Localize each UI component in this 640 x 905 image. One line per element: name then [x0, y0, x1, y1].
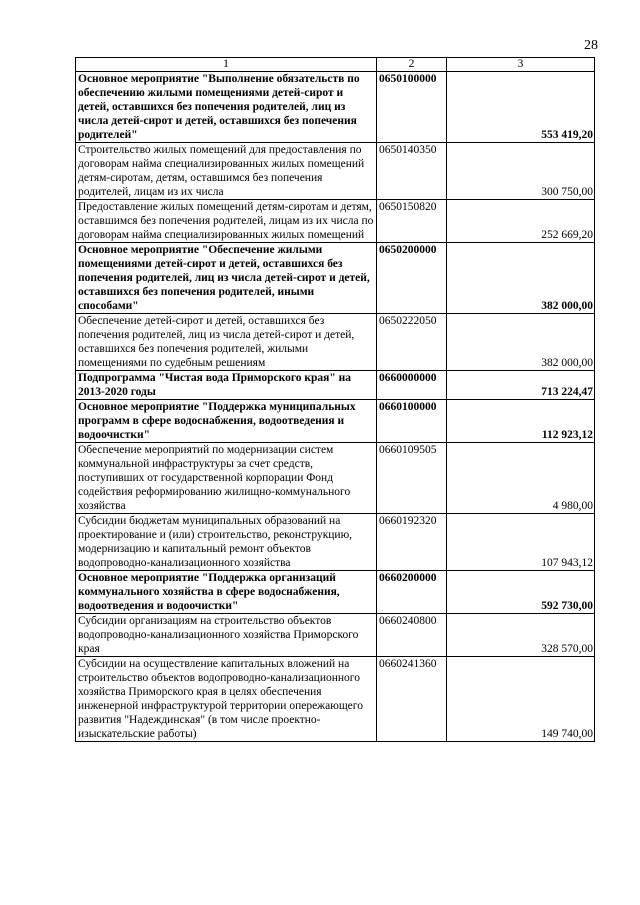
row-name-cell: Основное мероприятие "Поддержка муниципальных программ в сфере водоснабжения, водоотведения и водоочистки" — [76, 400, 377, 443]
row-amount-cell: 252 669,20 — [447, 200, 595, 243]
row-code-cell: 0660000000 — [377, 371, 447, 400]
row-name-cell: Обеспечение мероприятий по модернизации систем коммунальной инфраструктуры за счет средств, поступивших от государственной корпорации Фонд содействия реформированию жилищно-коммунального хозяйства — [76, 443, 377, 514]
table-row — [76, 243, 595, 314]
row-name-cell: Субсидии на осуществление капитальных вложений на строительство объектов водопроводно-канализационного хозяйства Приморского края в целях обеспечения инженерной инфраструктурой территории опережающего развития "Надеждинская" (в том числе проектно-изыскательские работы) — [76, 657, 377, 742]
row-name-cell: Подпрограмма "Чистая вода Приморского края" на 2013-2020 годы — [76, 371, 377, 400]
row-code-cell: 0660241360 — [377, 657, 447, 742]
page-number: 28 — [584, 38, 598, 53]
table-row — [76, 314, 595, 371]
table-row — [76, 143, 595, 200]
row-code-cell: 0650200000 — [377, 243, 447, 314]
row-amount-cell: 382 000,00 — [447, 314, 595, 371]
row-amount-cell: 328 570,00 — [447, 614, 595, 657]
header-col-2: 2 — [377, 58, 447, 72]
header-col-1: 1 — [76, 58, 377, 72]
table-row — [76, 400, 595, 443]
table-row — [76, 200, 595, 243]
header-col-3: 3 — [447, 58, 595, 72]
row-name-cell: Основное мероприятие "Поддержка организаций коммунального хозяйства в сфере водоснабжения, водоотведения и водоочистки" — [76, 571, 377, 614]
row-amount-cell: 382 000,00 — [447, 243, 595, 314]
row-amount-cell: 149 740,00 — [447, 657, 595, 742]
row-amount-cell: 713 224,47 — [447, 371, 595, 400]
row-amount-cell: 112 923,12 — [447, 400, 595, 443]
row-name-cell: Предоставление жилых помещений детям-сиротам и детям, оставшимся без попечения родителей, лицам из их числа по договорам найма специализированных жилых помещений — [76, 200, 377, 243]
row-name-cell: Основное мероприятие "Выполнение обязательств по обеспечению жилыми помещениями детей-сирот и детей, оставшихся без попечения родителей, лиц из числа детей-сирот и детей, оставшихся без попечения родителей" — [76, 72, 377, 143]
row-name-cell: Основное мероприятие "Обеспечение жилыми помещениями детей-сирот и детей, оставшихся без попечения родителей, лиц из числа детей-сирот и детей, оставшихся без попечения родителей, иными способами" — [76, 243, 377, 314]
row-amount-cell: 553 419,20 — [447, 72, 595, 143]
table-row — [76, 443, 595, 514]
table-row — [76, 657, 595, 742]
table-row — [76, 571, 595, 614]
row-code-cell: 0660200000 — [377, 571, 447, 614]
row-code-cell: 0660109505 — [377, 443, 447, 514]
row-code-cell: 0660240800 — [377, 614, 447, 657]
row-amount-cell: 4 980,00 — [447, 443, 595, 514]
row-amount-cell: 107 943,12 — [447, 514, 595, 571]
row-name-cell: Субсидии бюджетам муниципальных образований на проектирование и (или) строительство, реконструкцию, модернизацию и капитальный ремонт объектов водопроводно-канализационного хозяйства — [76, 514, 377, 571]
row-code-cell: 0650222050 — [377, 314, 447, 371]
row-name-cell: Субсидии организациям на строительство объектов водопроводно-канализационного хозяйства Приморского края — [76, 614, 377, 657]
row-name-cell: Строительство жилых помещений для предоставления по договорам найма специализированных жилых помещений детям-сиротам, детям, оставшимся без попечения родителей, лицам из их числа — [76, 143, 377, 200]
table-row — [76, 371, 595, 400]
row-code-cell: 0650140350 — [377, 143, 447, 200]
budget-table — [75, 57, 595, 742]
row-code-cell: 0650100000 — [377, 72, 447, 143]
table-row — [76, 514, 595, 571]
row-code-cell: 0660192320 — [377, 514, 447, 571]
table-row — [76, 72, 595, 143]
row-code-cell: 0660100000 — [377, 400, 447, 443]
row-code-cell: 0650150820 — [377, 200, 447, 243]
row-amount-cell: 592 730,00 — [447, 571, 595, 614]
row-name-cell: Обеспечение детей-сирот и детей, оставшихся без попечения родителей, лиц из числа детей-сирот и детей, оставшихся без попечения родителей, жилыми помещениями по судебным решениям — [76, 314, 377, 371]
header-row — [76, 58, 595, 72]
row-amount-cell: 300 750,00 — [447, 143, 595, 200]
table-row — [76, 614, 595, 657]
